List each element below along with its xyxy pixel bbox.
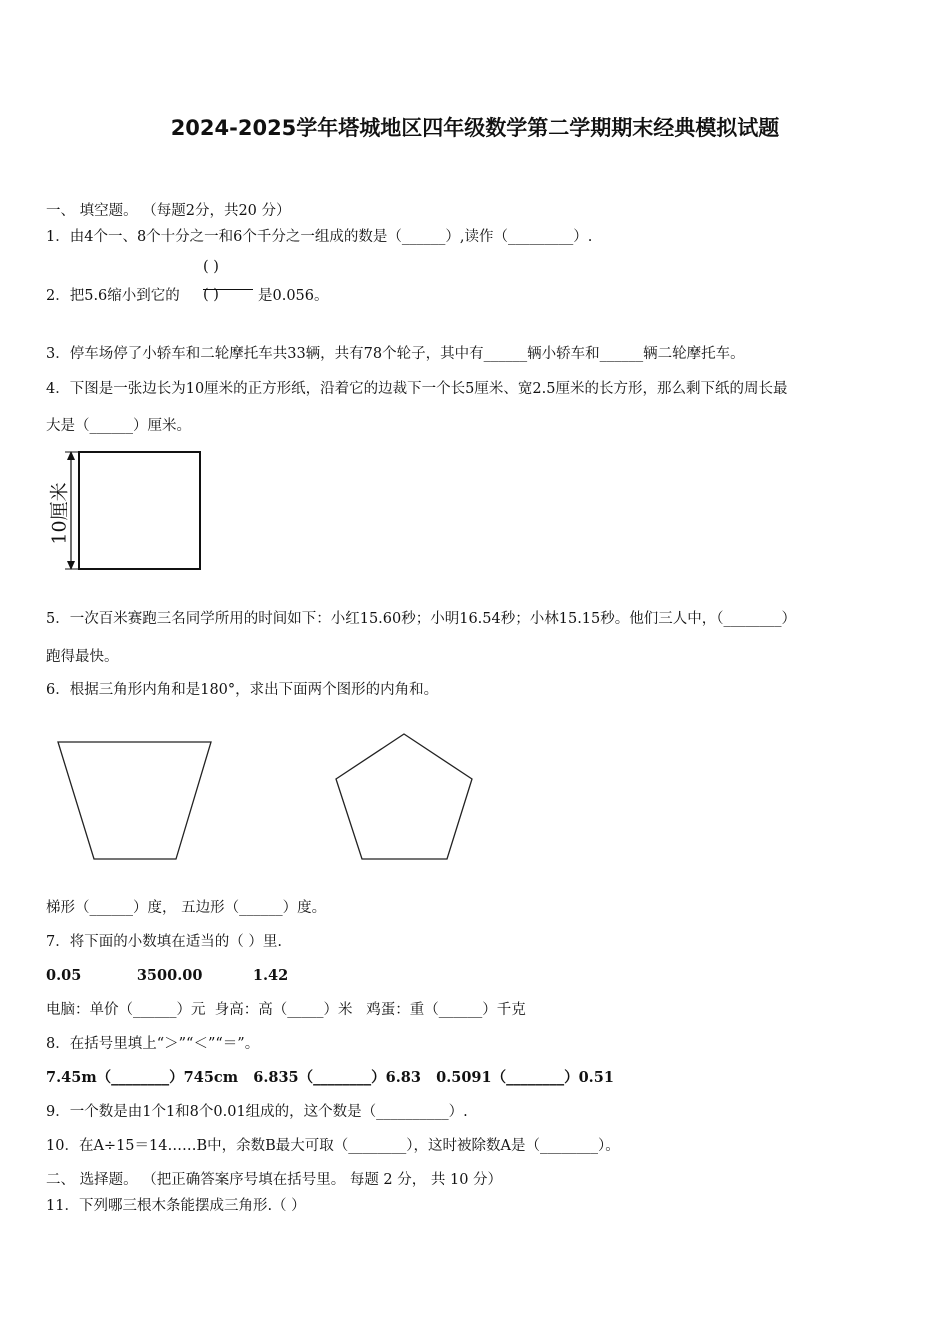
question-4-line-2: 大是（______）厘米。 <box>46 418 191 434</box>
question-8-items: 7.45m（________）745cm 6.835（________）6.83 0.5091（________）0.51 <box>46 1069 614 1086</box>
question-5-line-2: 跑得最快。 <box>46 649 119 665</box>
page-title: 2024-2025学年塔城地区四年级数学第二学期期末经典模拟试题 <box>170 116 780 140</box>
question-4-line-1: 4．下图是一张边长为10厘米的正方形纸，沿着它的边裁下一个长5厘米、宽2.5厘米的长方形，那么剩下纸的周长最 <box>46 381 788 397</box>
question-5-line-1: 5．一次百米赛跑三名同学所用的时间如下：小红15.60秒；小明16.54秒；小林15.15秒。他们三人中，（________） <box>46 611 797 627</box>
question-6-answers: 梯形（______）度， 五边形（______）度。 <box>46 900 327 916</box>
question-9: 9．一个数是由1个1和8个0.01组成的，这个数是（__________）. <box>46 1104 468 1120</box>
question-3: 3．停车场停了小轿车和二轮摩托车共33辆，共有78个轮子，其中有______辆小轿车和______辆二轮摩托车。 <box>46 346 745 362</box>
fraction-numerator: ( ) <box>203 259 219 275</box>
question-6: 6．根据三角形内角和是180°，求出下面两个图形的内角和。 <box>46 682 439 698</box>
section-2-heading: 二、 选择题。 （把正确答案序号填在括号里。 每题 2 分， 共 10 分） <box>46 1172 503 1188</box>
question-10: 10．在A÷15＝14……B中，余数B最大可取（________），这时被除数A是（________）。 <box>46 1138 620 1154</box>
section-1-heading: 一、 填空题。 （每题2分，共20 分） <box>46 203 291 219</box>
trapezoid-figure <box>52 736 218 866</box>
question-7: 7．将下面的小数填在适当的（ ）里. <box>46 934 282 950</box>
question-7-blanks: 电脑：单价（______）元 身高：高（_____）米 鸡蛋：重（______）千克 <box>46 1002 526 1018</box>
side-length-label: 10厘米 <box>48 482 71 545</box>
question-7-numbers: 0.05 3500.00 1.42 <box>46 967 289 984</box>
question-11: 11．下列哪三根木条能摆成三角形.（ ） <box>46 1198 306 1214</box>
question-2-suffix: 是0.056。 <box>258 288 329 304</box>
question-8: 8．在括号里填上“＞”“＜”“＝”。 <box>46 1036 260 1052</box>
fraction-denominator: ( ) <box>203 287 219 303</box>
question-1: 1．由4个一、8个十分之一和6个千分之一组成的数是（______）,读作（_________）. <box>46 229 593 245</box>
pentagon-figure <box>330 728 478 866</box>
question-2-prefix: 2．把5.6缩小到它的 <box>46 288 180 304</box>
